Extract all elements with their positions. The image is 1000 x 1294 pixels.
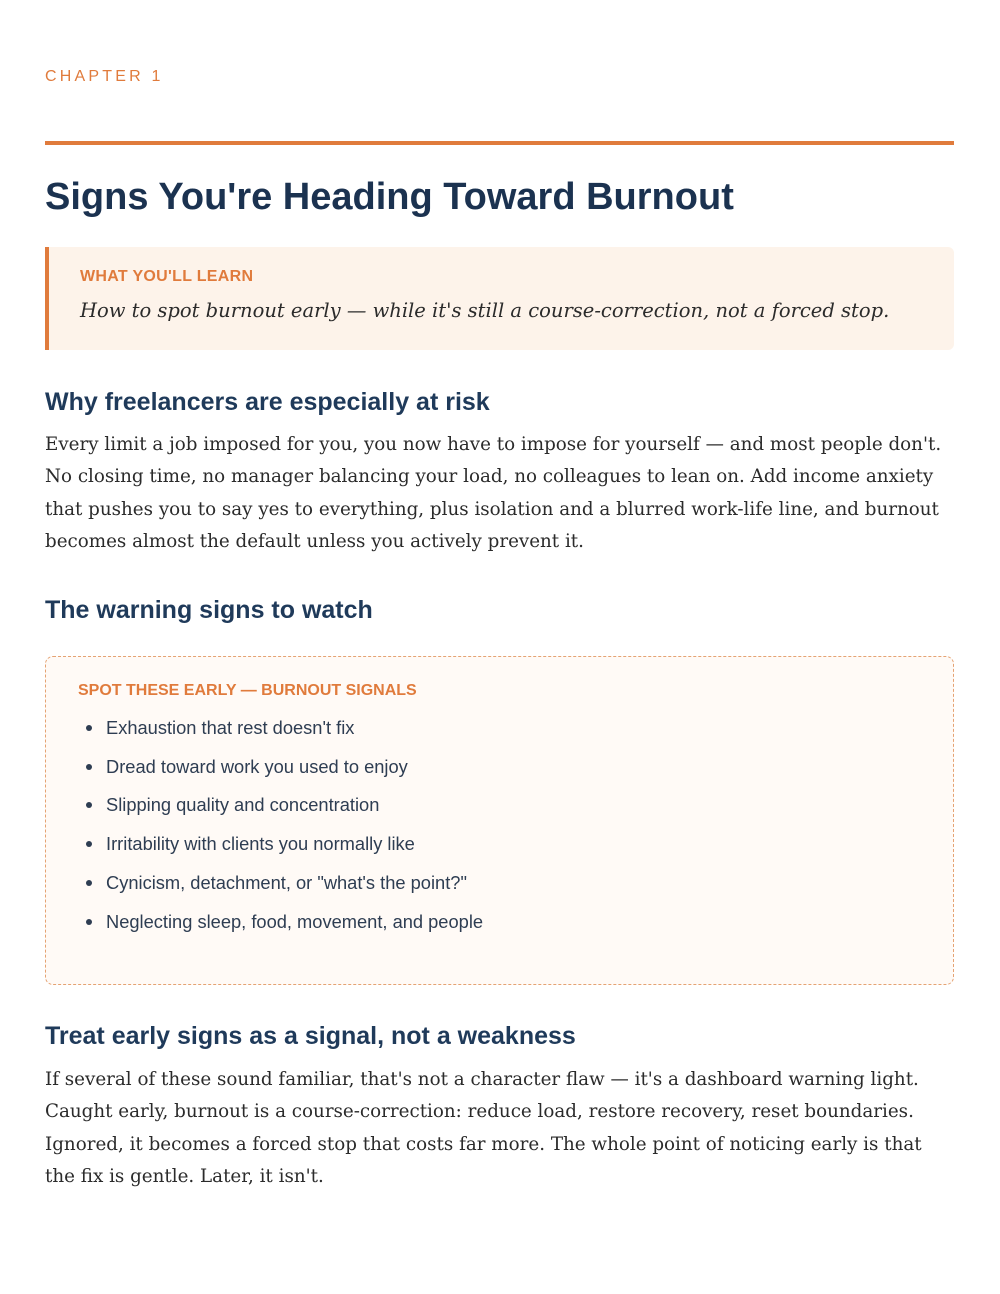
learning-callout-text: How to spot burnout early — while it's still a course-correction, not a forced stop. <box>80 299 890 322</box>
list-item-text: Irritability with clients you normally like <box>106 833 415 855</box>
section-heading-warning-signs: The warning signs to watch <box>45 596 373 624</box>
bullet-icon <box>86 764 92 770</box>
burnout-signals-label: SPOT THESE EARLY — BURNOUT SIGNALS <box>78 682 417 699</box>
list-item <box>78 825 953 864</box>
learning-callout <box>45 247 954 350</box>
list-item <box>78 786 953 825</box>
page-title: Signs You're Heading Toward Burnout <box>45 176 734 218</box>
bullet-icon <box>86 802 92 808</box>
list-item <box>78 864 953 903</box>
burnout-signals-callout <box>45 656 954 985</box>
bullet-icon <box>86 880 92 886</box>
burnout-signals-list <box>78 709 953 941</box>
bullet-icon <box>86 841 92 847</box>
section-body-risk: Every limit a job imposed for you, you now have to impose for yourself — and most people don't. No closing time, no manager balancing your load, no colleagues to lean on. Add income anxiety that pushes you to say yes to everything, plus isolation and a blurred work-life line, and burnout becomes almost the default unless you actively prevent it. <box>45 434 942 552</box>
bullet-icon <box>86 919 92 925</box>
list-item-text: Dread toward work you used to enjoy <box>106 755 408 777</box>
list-item-text: Exhaustion that rest doesn't fix <box>106 717 355 738</box>
list-item-text: Neglecting sleep, food, movement, and people <box>106 910 484 932</box>
list-item <box>78 748 953 787</box>
section-body-early-signs: If several of these sound familiar, that's not a character flaw — it's a dashboard warning light. Caught early, burnout is a course-correction: reduce load, restore recovery, reset boundaries. Ignored, it becomes a forced stop that costs far more. The whole point of noticing early is that the fix is gentle. Later, it isn't. <box>45 1069 922 1187</box>
section-heading-early-signs: Treat early signs as a signal, not a weakness <box>45 1022 576 1050</box>
chapter-divider <box>45 141 954 145</box>
list-item <box>78 709 953 748</box>
learning-callout-label: WHAT YOU'LL LEARN <box>80 268 254 285</box>
chapter-label: CHAPTER 1 <box>45 68 164 85</box>
list-item-text: Cynicism, detachment, or "what's the point?" <box>106 871 467 893</box>
section-heading-risk: Why freelancers are especially at risk <box>45 388 490 416</box>
list-item <box>78 903 953 942</box>
list-item-text: Slipping quality and concentration <box>106 794 380 816</box>
bullet-icon <box>86 725 92 731</box>
